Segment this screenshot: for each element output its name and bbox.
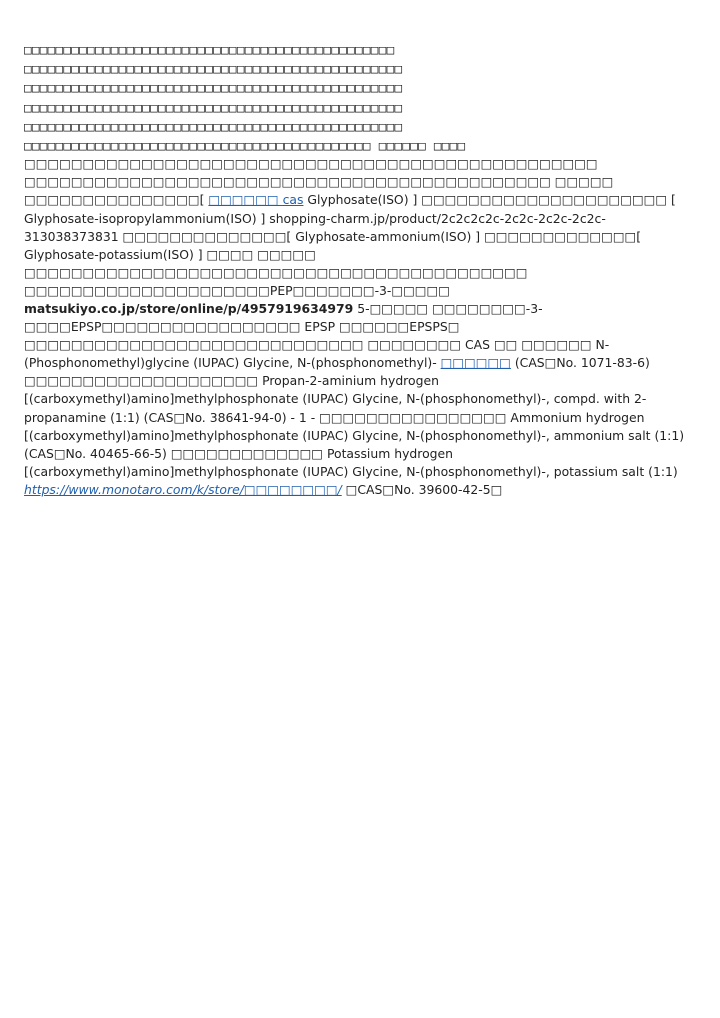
text-line: □□□□□□□□□□□□□□□□□□□□□□□□□□□□□□□□□□□□□□□□□□□□□□□□ xyxy=(24,61,403,77)
text-line: □□□□□□□□□□□□□□□□□□□□□□□□□□□□□□□□□□□□□□□□□□□□□□□ xyxy=(24,42,395,57)
text-line: □□□□□□□□□□□□□□□□□□□□□□□□□□□□□□□□□□□□□□□□□□□□ □□□□□□ □□□□ xyxy=(24,138,466,154)
paragraph-text: 5-□□□□□ □□□□□□□□-3-□□□□EPSP□□□□□□□□□□□□□□□□□ EPSP □□□□□□EPSPS□ □□□□□□□□□□□□□□□□□□□□□□□□□□□□□ □□□□□□□□ CAS □□ □□□□□□ N-(Phosphonomethyl)glycine (IUPAC) Glycine, N-(phosphonomethyl)- xyxy=(24,300,610,371)
paragraph-text: (CAS□No. 1071-83-6) □□□□□□□□□□□□□□□□□□□□ Propan-2-aminium hydrogen [(carboxymethyl)amino]methylphosphonate (IUPAC) Glycine, N-(phosphonomethyl)-, compd. with 2-propanamine (1:1) (CAS□No. 38641-94-0) - 1 - □□□□□□□□□□□□□□□□ Ammonium hydrogen [(carboxymethyl)amino]methylphosphonate (IUPAC) Glycine, N-(phosphonomethyl)-, ammonium salt (1:1) (CAS□No. 40465-66-5) □□□□□□□□□□□□□ Potassium hydrogen [(carboxymethyl)amino]methylphosphonate (IUPAC) Glycine, N-(phosphonomethyl)-, potassium salt (1:1) xyxy=(24,355,685,479)
body-paragraph xyxy=(24,155,696,499)
paragraph-text: □□□□□□□□□□□□□□□□□□□□□□□□□□□□□□□□□□□□□□□□□□□□□□□□□ □□□□□□□□□□□□□□□□□□□□□□□□□□□□□□□□□□□□□□□□□□□□□ □□□□□ □□□□□□□□□□□□□□□[ xyxy=(24,156,614,208)
text-line: □□□□□□□□□□□□□□□□□□□□□□□□□□□□□□□□□□□□□□□□□□□□□□□□ xyxy=(24,118,403,134)
monotaro-link[interactable]: https://www.monotaro.com/k/store/□□□□□□□□/ xyxy=(24,481,342,497)
inline-link[interactable]: □□□□□□ xyxy=(440,355,511,371)
paragraph-text: □CAS□No. 39600-42-5□ xyxy=(341,481,503,497)
bold-url: matsukiyo.co.jp/store/online/p/4957919634979 xyxy=(24,300,354,316)
text-line: □□□□□□□□□□□□□□□□□□□□□□□□□□□□□□□□□□□□□□□□□□□□□□□□ xyxy=(24,99,403,115)
cas-link[interactable]: □□□□□□ cas xyxy=(208,192,304,208)
paragraph-text: Glyphosate(ISO) ] □□□□□□□□□□□□□□□□□□□□□ [ Glyphosate-isopropylammonium(ISO) ] shopping-charm.jp/product/2c2c2c2c-2c2c-2c2c-2c2c-313038373831 □□□□□□□□□□□□□□[ Glyphosate-ammonium(ISO) ] □□□□□□□□□□□□□[ Glyphosate-potassium(ISO) ] □□□□ □□□□□ □□□□□□□□□□□□□□□□□□□□□□□□□□□□□□□□□□□□□□□□□□□ □□□□□□□□□□□□□□□□□□□□□PEP□□□□□□□-3-□□□□□ xyxy=(24,192,676,298)
text-line: □□□□□□□□□□□□□□□□□□□□□□□□□□□□□□□□□□□□□□□□□□□□□□□□ xyxy=(24,80,403,96)
